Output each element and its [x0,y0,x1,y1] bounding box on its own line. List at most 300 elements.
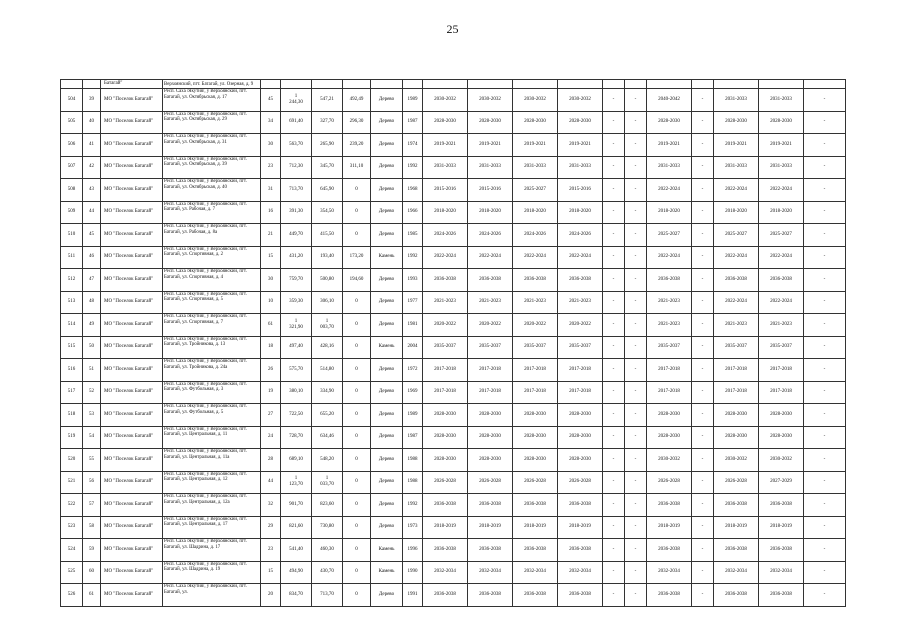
period-cell: 2030-2032 [468,89,513,112]
living-area-cell: 1 003,70 [312,314,343,337]
owner-cell: МО "Поселок Батагай" [101,179,163,202]
total-area-cell: 1 123,70 [281,471,312,494]
table-row [61,246,846,269]
row-number-cell: 525 [61,561,83,584]
dash-cell: - [692,224,714,247]
period-cell: 2030-2032 [513,89,558,112]
local-number-cell: 60 [83,561,101,584]
period-cell: 2021-2023 [423,291,468,314]
period-cell: 2015-2016 [468,179,513,202]
owner-cell: МО "Поселок Батагай" [101,246,163,269]
dash-cell: - [603,449,625,472]
private-area-cell: 296,30 [343,111,371,134]
period-cell: 2036-2038 [423,269,468,292]
period-cell: 2036-2038 [647,539,692,562]
dash-cell: - [692,111,714,134]
owner-cell: МО "Поселок Батагай" [101,426,163,449]
period-cell: 2036-2038 [714,269,759,292]
dash-cell: - [603,426,625,449]
dash-cell: - [603,381,625,404]
row-number-cell: 510 [61,224,83,247]
address-cell: Респ. Саха /Якутия/, у Верхоянский, пгт. Батагай, ул. Центральная, д. 17 [163,516,261,539]
dash-cell: - [603,224,625,247]
row-number-cell: 504 [61,89,83,112]
table-row [61,134,846,157]
table-row [61,179,846,202]
owner-cell: МО "Поселок Батагай" [101,201,163,224]
owner-cell: МО "Поселок Батагай" [101,269,163,292]
local-number-cell: 39 [83,89,101,112]
period-cell: 2035-2037 [714,336,759,359]
private-area-cell: 0 [343,471,371,494]
period-cell: 2028-2030 [714,111,759,134]
row-number-cell: 513 [61,291,83,314]
local-number-cell: 49 [83,314,101,337]
period-cell: 2026-2028 [513,471,558,494]
period-cell: 2015-2016 [423,179,468,202]
dash-cell: - [804,584,846,607]
owner-cell: МО "Поселок Батагай" [101,134,163,157]
total-area-cell: 901,70 [281,494,312,517]
year-built-cell: 1992 [403,246,423,269]
period-cell: 2031-2033 [714,156,759,179]
wall-material-cell: Дерево [371,291,403,314]
dash-cell: - [692,471,714,494]
total-area-cell: 431,20 [281,246,312,269]
table-row [61,314,846,337]
dash-cell: - [625,359,647,382]
dash-cell: - [603,539,625,562]
wall-material-cell: Дерево [371,516,403,539]
period-cell: 2025-2027 [513,179,558,202]
apartments-cell: 44 [261,471,281,494]
wall-material-cell: Дерево [371,224,403,247]
total-area-cell: 380,10 [281,381,312,404]
total-area-cell: 575,70 [281,359,312,382]
period-cell: 2028-2030 [423,449,468,472]
dash-cell: - [603,246,625,269]
wall-material-cell: Дерево [371,111,403,134]
period-cell: 2031-2033 [513,156,558,179]
period-cell: 2036-2038 [468,494,513,517]
period-cell: 2018-2020 [423,201,468,224]
table-row [61,269,846,292]
table-row [61,224,846,247]
period-cell: 2017-2018 [714,359,759,382]
apartments-cell: 23 [261,156,281,179]
period-cell: 2028-2030 [714,404,759,427]
dash-cell: - [692,179,714,202]
period-cell: 2018-2020 [714,201,759,224]
total-area-cell: 1 244,30 [281,89,312,112]
dash-cell: - [804,471,846,494]
local-number-cell: 55 [83,449,101,472]
dash-cell: - [603,314,625,337]
local-number-cell: 47 [83,269,101,292]
apartments-cell: 24 [261,426,281,449]
dash-cell: - [603,291,625,314]
year-built-cell: 1969 [403,381,423,404]
private-area-cell: 0 [343,336,371,359]
row-number-cell: 516 [61,359,83,382]
period-cell: 2024-2026 [423,224,468,247]
private-area-cell: 311,10 [343,156,371,179]
period-cell: 2036-2038 [558,494,603,517]
period-cell: 2024-2026 [513,224,558,247]
period-cell: 2032-2034 [647,561,692,584]
dash-cell: - [603,134,625,157]
row-number-cell: 521 [61,471,83,494]
period-cell: 2031-2033 [647,156,692,179]
local-number-cell: 52 [83,381,101,404]
year-built-cell: 1991 [403,584,423,607]
dash-cell: - [692,89,714,112]
table-row [61,201,846,224]
living-area-cell: 634,46 [312,426,343,449]
private-area-cell: 0 [343,426,371,449]
period-cell: 2017-2018 [558,381,603,404]
table-row [61,359,846,382]
dash-cell: - [625,381,647,404]
period-cell: 2022-2024 [647,179,692,202]
dash-cell: - [692,381,714,404]
year-built-cell: 1987 [403,111,423,134]
period-cell: 2018-2019 [423,516,468,539]
living-area-cell: 460,30 [312,539,343,562]
period-cell: 2036-2038 [759,584,804,607]
dash-cell: - [603,111,625,134]
period-cell: 2017-2018 [513,359,558,382]
row-number-cell: 526 [61,584,83,607]
dash-cell: - [804,381,846,404]
living-area-cell: 327,70 [312,111,343,134]
living-area-cell: 514,80 [312,359,343,382]
owner-cell: МО "Поселок Батагай" [101,561,163,584]
apartments-cell: 10 [261,291,281,314]
period-cell: 2025-2027 [714,224,759,247]
total-area-cell: 834,70 [281,584,312,607]
period-cell: 2017-2018 [513,381,558,404]
dash-cell: - [804,111,846,134]
private-area-cell: 0 [343,404,371,427]
table-row [61,89,846,112]
apartments-cell: 29 [261,516,281,539]
page-number: 25 [446,22,459,36]
dash-cell: - [625,516,647,539]
wall-material-cell: Дерево [371,426,403,449]
period-cell: 2028-2030 [513,404,558,427]
table-row [61,471,846,494]
period-cell: 2028-2030 [423,426,468,449]
period-cell: 2018-2019 [759,516,804,539]
period-cell: 2018-2019 [558,516,603,539]
period-cell: 2032-2034 [714,561,759,584]
local-number-cell: 56 [83,471,101,494]
dash-cell: - [625,111,647,134]
owner-cell: МО "Поселок Батагай" [101,381,163,404]
period-cell: 2022-2024 [714,179,759,202]
period-cell: 2017-2018 [468,381,513,404]
period-cell: 2036-2038 [558,539,603,562]
dash-cell: - [603,359,625,382]
dash-cell: - [692,201,714,224]
period-cell: 2020-2022 [558,314,603,337]
period-cell: 2036-2038 [513,269,558,292]
row-number-cell: 520 [61,449,83,472]
private-area-cell: 0 [343,201,371,224]
private-area-cell: 194,60 [343,269,371,292]
living-area-cell: 713,70 [312,584,343,607]
period-cell: 2027-2029 [759,471,804,494]
table-row [61,449,846,472]
wall-material-cell: Дерево [371,179,403,202]
period-cell: 2030-2032 [558,89,603,112]
table-row [61,426,846,449]
living-area-cell: 655,20 [312,404,343,427]
wall-material-cell: Дерево [371,359,403,382]
total-area-cell: 728,70 [281,426,312,449]
dash-cell: - [804,336,846,359]
period-cell: 2015-2016 [558,179,603,202]
address-cell: Респ. Саха /Якутия/, у Верхоянский, пгт. Батагай, ул. Октябрьская, д. 40 [163,179,261,202]
period-cell: 2026-2028 [558,471,603,494]
dash-cell: - [625,314,647,337]
period-cell: 2036-2038 [647,494,692,517]
dash-cell: - [692,584,714,607]
dash-cell: - [804,539,846,562]
period-cell: 2018-2019 [513,516,558,539]
row-number-cell: 518 [61,404,83,427]
wall-material-cell: Дерево [371,449,403,472]
dash-cell: - [692,134,714,157]
private-area-cell: 0 [343,381,371,404]
living-area-cell: 415,50 [312,224,343,247]
period-cell: 2022-2024 [714,291,759,314]
owner-cell: МО "Поселок Батагай" [101,584,163,607]
row-number-cell: 523 [61,516,83,539]
address-cell: Респ. Саха /Якутия/, у Верхоянский, пгт. Батагай, ул. Футбольная, д. 5 [163,404,261,427]
dash-cell: - [692,494,714,517]
period-cell: 2035-2037 [558,336,603,359]
period-cell: 2035-2037 [513,336,558,359]
apartments-cell: 15 [261,246,281,269]
period-cell: 2031-2033 [759,156,804,179]
address-cell: Верхоянский, пгт. Батагай, ул. Озерная, д. 9 [163,80,261,89]
address-cell: Респ. Саха /Якутия/, у Верхоянский, пгт. Батагай, ул. Октябрьская, д. 31 [163,134,261,157]
apartments-cell: 16 [261,201,281,224]
period-cell: 2017-2018 [468,359,513,382]
period-cell: 2031-2033 [759,89,804,112]
period-cell: 2036-2038 [423,494,468,517]
wall-material-cell: Дерево [371,471,403,494]
private-area-cell: 492,49 [343,89,371,112]
dash-cell: - [625,336,647,359]
owner-cell: МО "Поселок Батагай" [101,291,163,314]
row-number-cell: 515 [61,336,83,359]
period-cell: 2021-2023 [714,314,759,337]
period-cell: 2022-2024 [647,246,692,269]
dash-cell: - [603,201,625,224]
total-area-cell: 449,70 [281,224,312,247]
period-cell: 2036-2038 [714,539,759,562]
dash-cell: - [625,471,647,494]
local-number-cell: 50 [83,336,101,359]
year-built-cell: 1996 [403,539,423,562]
private-area-cell: 0 [343,359,371,382]
year-built-cell: 1992 [403,156,423,179]
total-area-cell: 359,30 [281,291,312,314]
period-cell: 2040-2042 [647,89,692,112]
apartments-cell: 28 [261,449,281,472]
address-cell: Респ. Саха /Якутия/, у Верхоянский, пгт. Батагай, ул. Октябрьская, д. 17 [163,89,261,112]
year-built-cell: 1973 [403,516,423,539]
apartments-cell: 23 [261,539,281,562]
wall-material-cell: Дерево [371,134,403,157]
year-built-cell: 1972 [403,359,423,382]
private-area-cell: 0 [343,561,371,584]
address-cell: Респ. Саха /Якутия/, у Верхоянский, пгт. Батагай, ул. Центральная, д. 12а [163,494,261,517]
wall-material-cell: Дерево [371,314,403,337]
period-cell: 2017-2018 [759,359,804,382]
period-cell: 2021-2023 [513,291,558,314]
address-cell: Респ. Саха /Якутия/, у Верхоянский, пгт. Батагай, ул. Шадрина, д. 19 [163,561,261,584]
period-cell: 2021-2023 [759,314,804,337]
period-cell: 2036-2038 [759,539,804,562]
local-number-cell: 48 [83,291,101,314]
row-number-cell: 517 [61,381,83,404]
housing-table [60,79,846,607]
dash-cell: - [625,201,647,224]
period-cell: 2019-2021 [468,134,513,157]
owner-cell: МО "Поселок Батагай" [101,494,163,517]
private-area-cell: 0 [343,224,371,247]
dash-cell: - [603,584,625,607]
period-cell: 2024-2026 [468,224,513,247]
period-cell: 2036-2038 [468,584,513,607]
total-area-cell: 821,60 [281,516,312,539]
year-built-cell: 1981 [403,314,423,337]
living-area-cell: 500,80 [312,269,343,292]
year-built-cell: 1988 [403,471,423,494]
dash-cell: - [804,89,846,112]
year-built-cell: 1989 [403,89,423,112]
living-area-cell: 430,70 [312,561,343,584]
period-cell: 2028-2030 [423,111,468,134]
period-cell: 2036-2038 [558,584,603,607]
dash-cell: - [603,561,625,584]
period-cell: 2018-2020 [759,201,804,224]
living-area-cell: 306,10 [312,291,343,314]
period-cell: 2026-2028 [647,471,692,494]
apartments-cell: 30 [261,269,281,292]
period-cell: 2032-2034 [423,561,468,584]
period-cell: 2019-2021 [513,134,558,157]
period-cell: 2030-2032 [714,449,759,472]
table-row [61,404,846,427]
wall-material-cell: Дерево [371,584,403,607]
period-cell: 2028-2030 [558,426,603,449]
local-number-cell: 44 [83,201,101,224]
address-cell: Респ. Саха /Якутия/, у Верхоянский, пгт. Батагай, ул. Спортивная, д. 7 [163,314,261,337]
address-cell: Респ. Саха /Якутия/, у Верхоянский, пгт. Батагай, ул. Тройникова, д. 24а [163,359,261,382]
owner-cell: МО "Поселок Батагай" [101,224,163,247]
total-area-cell: 541,40 [281,539,312,562]
row-number-cell: 509 [61,201,83,224]
year-built-cell: 1977 [403,291,423,314]
local-number-cell: 57 [83,494,101,517]
local-number-cell: 45 [83,224,101,247]
private-area-cell: 0 [343,584,371,607]
period-cell: 2017-2018 [423,359,468,382]
living-area-cell: 548,20 [312,449,343,472]
dash-cell: - [804,494,846,517]
dash-cell: - [625,179,647,202]
address-cell: Респ. Саха /Якутия/, у Верхоянский, пгт. Батагай, ул. [163,584,261,607]
dash-cell: - [692,516,714,539]
living-area-cell: 334,90 [312,381,343,404]
period-cell: 2018-2020 [558,201,603,224]
period-cell: 2035-2037 [468,336,513,359]
living-area-cell: 193,40 [312,246,343,269]
period-cell: 2025-2027 [759,224,804,247]
period-cell: 2028-2030 [513,426,558,449]
dash-cell: - [804,246,846,269]
period-cell: 2028-2030 [647,426,692,449]
row-number-cell: 506 [61,134,83,157]
total-area-cell: 722,50 [281,404,312,427]
dash-cell: - [804,314,846,337]
dash-cell: - [625,404,647,427]
period-cell: 2018-2019 [714,516,759,539]
owner-cell: МО "Поселок Батагай" [101,539,163,562]
table-row [61,561,846,584]
address-cell: Респ. Саха /Якутия/, у Верхоянский, пгт. Батагай, ул. Спортивная, д. 5 [163,291,261,314]
table-row [61,111,846,134]
address-cell: Респ. Саха /Якутия/, у Верхоянский, пгт. Батагай, ул. Центральная, д. 12 [163,471,261,494]
apartments-cell: 61 [261,314,281,337]
wall-material-cell: Дерево [371,156,403,179]
period-cell: 2032-2034 [558,561,603,584]
period-cell: 2028-2030 [647,111,692,134]
period-cell: 2035-2037 [759,336,804,359]
local-number-cell: 61 [83,584,101,607]
dash-cell: - [603,471,625,494]
period-cell: 2028-2030 [468,449,513,472]
year-built-cell: 1988 [403,449,423,472]
private-area-cell: 0 [343,539,371,562]
private-area-cell: 0 [343,179,371,202]
period-cell: 2028-2030 [423,404,468,427]
dash-cell: - [625,426,647,449]
dash-cell: - [603,336,625,359]
period-cell: 2018-2019 [647,516,692,539]
owner-cell: МО "Поселок Батагай" [101,516,163,539]
owner-cell: МО "Поселок Батагай" [101,404,163,427]
dash-cell: - [692,404,714,427]
year-built-cell: 1990 [403,561,423,584]
year-built-cell: 1987 [403,426,423,449]
period-cell: 2017-2018 [714,381,759,404]
period-cell: 2020-2022 [423,314,468,337]
year-built-cell: 1989 [403,404,423,427]
private-area-cell: 0 [343,314,371,337]
wall-material-cell: Камень [371,336,403,359]
apartments-cell: 26 [261,359,281,382]
table-row [61,381,846,404]
table-row [61,516,846,539]
table-row [61,584,846,607]
period-cell: 2020-2022 [468,314,513,337]
